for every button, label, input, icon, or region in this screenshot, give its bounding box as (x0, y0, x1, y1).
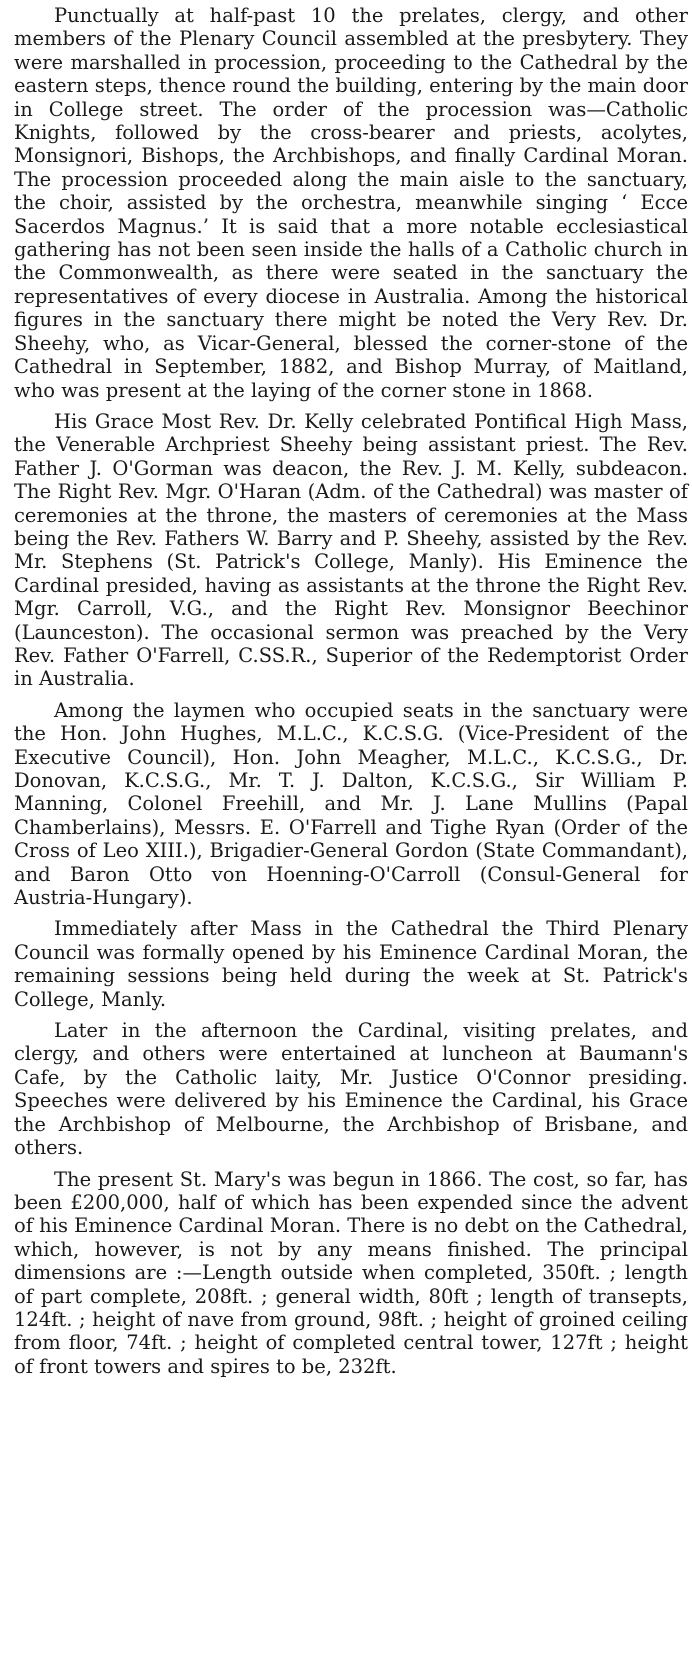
paragraph-luncheon: Later in the afternoon the Cardinal, visiting prelates, and clergy, and others were entertained at luncheon at Baumann's Cafe, by the Catholic laity, Mr. Justice O'Connor presiding. Speeches were delivered by his Eminence the Cardinal, his Grace the Archbishop of Melbourne, the Archbishop of Brisbane, and others. (14, 1019, 688, 1160)
paragraph-council-opened: Immediately after Mass in the Cathedral the Third Plenary Council was formally opened by his Eminence Cardinal Moran, the remaining sessions being held during the week at St. Patrick's College, Manly. (14, 917, 688, 1011)
paragraph-procession: Punctually at half-past 10 the prelates, clergy, and other members of the Plenary Council assembled at the presbytery. They were marshalled in procession, proceeding to the Cathedral by the eastern steps, thence round the building, entering by the main door in College street. The order of the procession was—Catholic Knights, followed by the cross-bearer and priests, acolytes, Monsignori, Bishops, the Archbishops, and finally Cardinal Moran. The procession proceeded along the main aisle to the sanctuary, the choir, assisted by the orchestra, meanwhile singing ‘ Ecce Sacerdos Magnus.’ It is said that a more notable ecclesiastical gathering has not been seen inside the halls of a Catholic church in the Commonwealth, as there were seated in the sanctuary the representatives of every diocese in Australia. Among the historical figures in the sanctuary there might be noted the Very Rev. Dr. Sheehy, who, as Vicar-General, blessed the corner-stone of the Cathedral in September, 1882, and Bishop Murray, of Maitland, who was present at the laying of the corner stone in 1868. (14, 4, 688, 402)
paragraph-high-mass: His Grace Most Rev. Dr. Kelly celebrated Pontifical High Mass, the Venerable Archpriest Sheehy being assistant priest. The Rev. Father J. O'Gorman was deacon, the Rev. J. M. Kelly, subdeacon. The Right Rev. Mgr. O'Haran (Adm. of the Cathedral) was master of ceremonies at the throne, the masters of ceremonies at the Mass being the Rev. Fathers W. Barry and P. Sheehy, assisted by the Rev. Mr. Stephens (St. Patrick's College, Manly). His Eminence the Cardinal presided, having as assistants at the throne the Right Rev. Mgr. Carroll, V.G., and the Right Rev. Monsignor Beechinor (Launceston). The occasional sermon was preached by the Very Rev. Father O'Farrell, C.SS.R., Superior of the Redemptorist Order in Australia. (14, 409, 688, 691)
paragraph-laymen: Among the laymen who occupied seats in the sanctuary were the Hon. John Hughes, M.L.C., K.C.S.G. (Vice-President of the Executive Council), Hon. John Meagher, M.L.C., K.C.S.G., Dr. Donovan, K.C.S.G., Mr. T. J. Dalton, K.C.S.G., Sir William P. Manning, Colonel Freehill, and Mr. J. Lane Mullins (Papal Chamberlains), Messrs. E. O'Farrell and Tighe Ryan (Order of the Cross of Leo XIII.), Brigadier-General Gordon (State Commandant), and Baron Otto von Hoenning-O'Carroll (Consul-General for Austria-Hungary). (14, 698, 688, 910)
paragraph-cathedral-dimensions: The present St. Mary's was begun in 1866. The cost, so far, has been £200,000, half of which has been expended since the advent of his Eminence Cardinal Moran. There is no debt on the Cathedral, which, however, is not by any means finished. The principal dimensions are :—Length outside when completed, 350ft. ; length of part complete, 208ft. ; general width, 80ft ; length of transepts, 124ft. ; height of nave from ground, 98ft. ; height of groined ceiling from floor, 74ft. ; height of completed central tower, 127ft ; height of front towers and spires to be, 232ft. (14, 1167, 688, 1378)
